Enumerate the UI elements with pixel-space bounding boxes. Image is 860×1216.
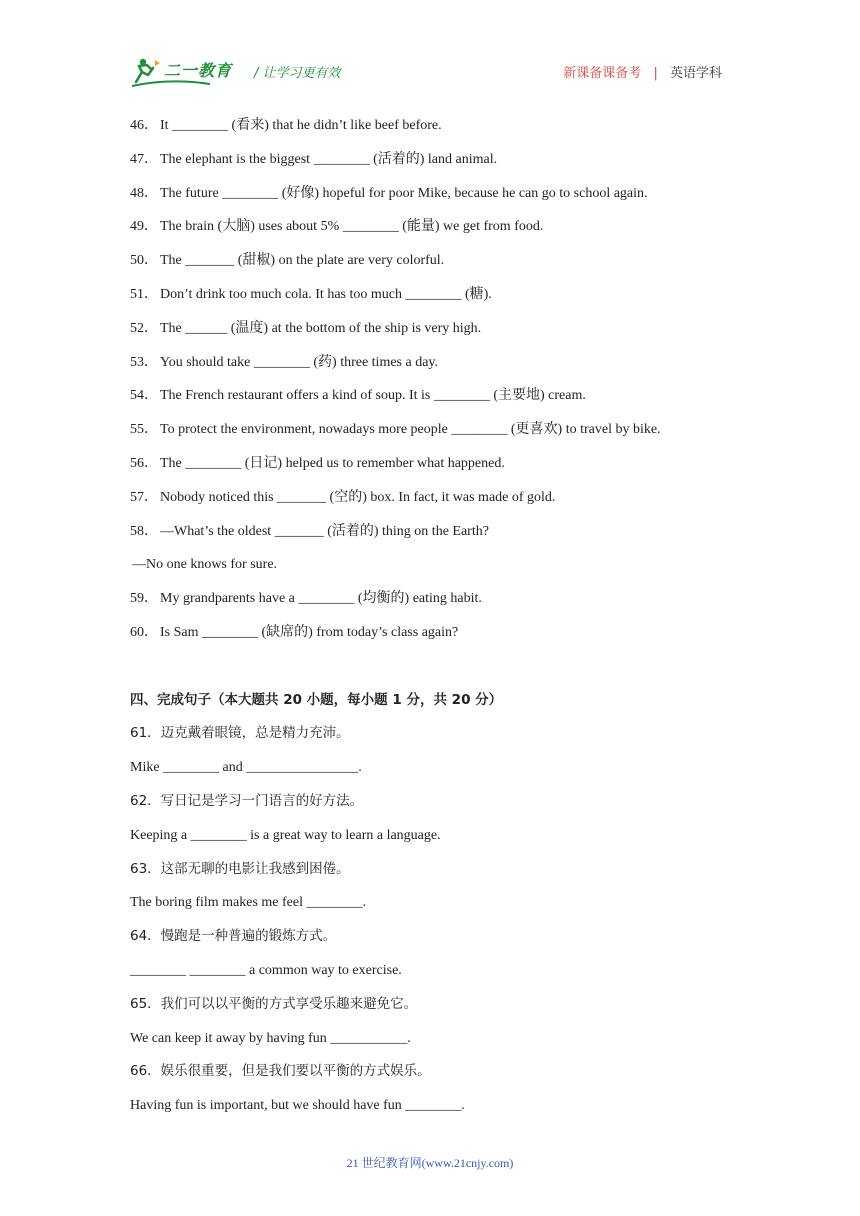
question-57: 57． Nobody noticed this _______ (空的) box. In fact, it was made of gold.	[130, 489, 556, 505]
question-60: 60． Is Sam ________ (缺席的) from today’s class again?	[130, 624, 459, 640]
question-55: 55． To protect the environment, nowadays more people ________ (更喜欢) to travel by bike.	[130, 422, 661, 438]
sentence-64-answer: ________ ________ a common way to exercise.	[130, 962, 402, 978]
header-right	[563, 62, 722, 81]
sentence-66-prompt: 66．娱乐很重要，但是我们要以平衡的方式娱乐。	[130, 1063, 431, 1080]
sentence-61-answer: Mike ________ and ________________.	[130, 760, 362, 776]
logo-text: 二一教育	[164, 61, 233, 80]
question-52: 52． The ______ (温度) at the bottom of the ship is very high.	[130, 320, 482, 336]
question-58: 58． —What’s the oldest _______ (活着的) thing on the Earth?	[130, 523, 489, 539]
header-divider: |	[653, 66, 658, 81]
question-46: 46． It ________ (看来) that he didn’t like beef before.	[130, 118, 442, 133]
section-spacer	[130, 650, 730, 684]
sentence-65-answer: We can keep it away by having fun ___________.	[130, 1030, 411, 1046]
question-59: 59． My grandparents have a ________ (均衡的) eating habit.	[130, 591, 482, 607]
sentence-64-prompt: 64．慢跑是一种普遍的锻炼方式。	[130, 928, 337, 945]
question-56: 56． The ________ (日记) helped us to remember what happened.	[130, 455, 505, 471]
sentence-63-prompt: 63．这部无聊的电影让我感到困倦。	[130, 860, 350, 877]
question-48: 48． The future ________ (好像) hopeful for poor Mike, because he can go to school again.	[130, 185, 648, 201]
sentence-61-prompt: 61．迈克戴着眼镜，总是精力充沛。	[130, 725, 350, 742]
question-50: 50． The _______ (甜椒) on the plate are very colorful.	[130, 253, 445, 269]
page-header	[130, 52, 730, 90]
worksheet-content	[130, 109, 730, 1123]
header-subject: 英语学科	[669, 66, 722, 81]
sentence-62-prompt: 62．写日记是学习一门语言的好方法。	[130, 792, 364, 809]
question-54: 54． The French restaurant offers a kind of soup. It is ________ (主要地) cream.	[130, 388, 586, 404]
question-49: 49． The brain (大脑) uses about 5% ________ (能量) we get from food.	[130, 219, 544, 235]
question-53: 53． You should take ________ (药) three times a day.	[130, 354, 439, 370]
question-51: 51． Don’t drink too much cola. It has too much ________ (糖).	[130, 286, 492, 302]
sentence-63-answer: The boring film makes me feel ________.	[130, 895, 366, 911]
question-47: 47． The elephant is the biggest ________ (活着的) land animal.	[130, 151, 498, 167]
header-tag-prep: 新课备课备考	[563, 66, 642, 81]
slogan: / 让学习更有效	[254, 66, 341, 81]
sentence-62-answer: Keeping a ________ is a great way to learn a language.	[130, 827, 441, 843]
section-title: 四、完成句子（本大题共 20 小题，每小题 1 分，共 20 分）	[130, 691, 503, 708]
sentence-66-answer: Having fun is important, but we should have fun ________.	[130, 1098, 465, 1114]
sentence-65-prompt: 65．我们可以以平衡的方式享受乐趣来避免它。	[130, 995, 418, 1012]
page-footer: 21 世纪教育网(www.21cnjy.com)	[346, 1156, 514, 1170]
question-58-reply: —No one knows for sure.	[132, 557, 278, 573]
